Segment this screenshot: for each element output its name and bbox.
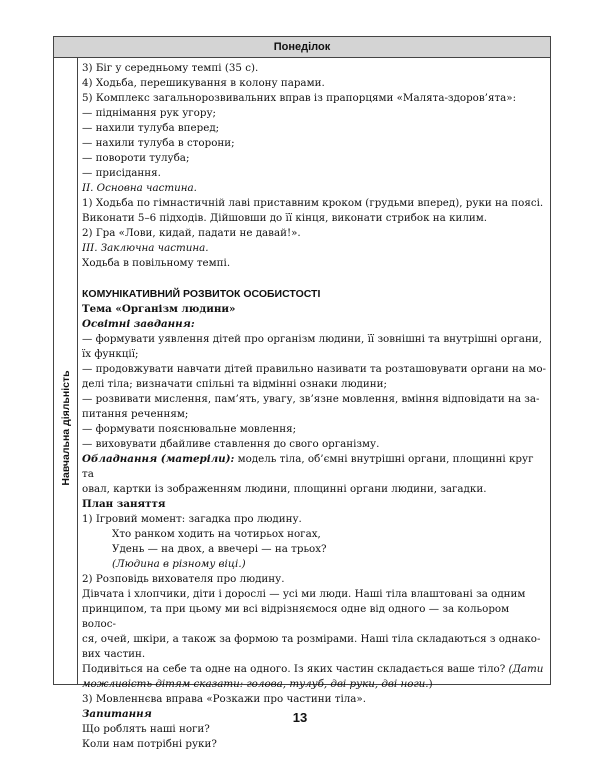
question-line: Коли нам потрібні руки? xyxy=(82,738,217,750)
equipment-line: овал, картки із зображенням людини, площинні органи людини, загадки. xyxy=(82,483,487,495)
story-line: вих частин. xyxy=(82,648,146,660)
section-title: КОМУНІКАТИВНИЙ РОЗВИТОК ОСОБИСТОСТІ xyxy=(82,288,321,300)
task-line: — розвивати мислення, пам’ять, увагу, зв’язне мовлення, вміння відповідати на за- xyxy=(82,393,540,405)
riddle-line: Удень — на двох, а ввечері — на трьох? xyxy=(112,543,327,555)
task-line: — формувати уявлення дітей про організм людини, її зовнішні та внутрішні органи, xyxy=(82,333,542,345)
story-line: Дівчата і хлопчики, діти і дорослі — усі ми люди. Наші тіла влаштовані за одним xyxy=(82,588,526,600)
text-line: — нахили тулуба в сторони; xyxy=(82,137,235,149)
text-line: — піднімання рук угору; xyxy=(82,107,216,119)
topic-title: Тема «Організм людини» xyxy=(82,303,236,315)
tasks-title: Освітні завдання: xyxy=(82,318,195,330)
activity-type-label: Навчальна діяльність xyxy=(59,370,72,486)
riddle-answer: (Людина в різному віці.) xyxy=(112,558,246,570)
question-line: Що роблять наші ноги? xyxy=(82,723,210,735)
text-line: 1) Ходьба по гімнастичній лаві приставним кроком (грудьми вперед), руки на поясі. xyxy=(82,197,544,209)
story-line: принципом, та при цьому ми всі відрізняємося одне від одного — за кольором волос- xyxy=(82,603,510,630)
story-line: Подивіться на себе та одне на одного. Із яких частин складається ваше тіло? (Дати xyxy=(82,663,544,675)
text-line: — нахили тулуба вперед; xyxy=(82,122,220,134)
task-line: питання реченням; xyxy=(82,408,189,420)
questions-title: Запитання xyxy=(82,708,152,720)
text-line: Ходьба в повільному темпі. xyxy=(82,257,231,269)
task-line: їх функції; xyxy=(82,348,139,360)
text-line: — присідання. xyxy=(82,167,161,179)
plan-item: 3) Мовленнєва вправа «Розкажи про частини тіла». xyxy=(82,693,366,705)
lesson-content xyxy=(82,61,546,752)
page-number: 13 xyxy=(292,710,308,725)
text-line: 3) Біг у середньому темпі (35 с). xyxy=(82,62,259,74)
plan-item: 2) Розповідь вихователя про людину. xyxy=(82,573,285,585)
text-line: Виконати 5–6 підходів. Дійшовши до її кінця, виконати стрибок на килим. xyxy=(82,212,488,224)
task-line: — виховувати дбайливе ставлення до свого організму. xyxy=(82,438,380,450)
plan-title: План заняття xyxy=(82,498,166,510)
part-2-title: ІІ. Основна частина. xyxy=(82,182,197,194)
story-line: ся, очей, шкіри, а також за формою та розмірами. Наші тіла складаються з однако- xyxy=(82,633,541,645)
story-line: можливість дітям сказати: голова, тулуб, дві руки, дві ноги.) xyxy=(82,678,433,690)
text-line: 2) Гра «Лови, кидай, падати не давай!». xyxy=(82,227,301,239)
task-line: делі тіла; визначати спільні та відмінні ознаки людини; xyxy=(82,378,387,390)
riddle-line: Хто ранком ходить на чотирьох ногах, xyxy=(112,528,321,540)
equipment-label: Обладнання (матеріли): xyxy=(82,453,235,465)
equipment-line: Обладнання (матеріли): модель тіла, об’ємні внутрішні органи, площинні круг та xyxy=(82,453,534,480)
text-line: 5) Комплекс загальнорозвивальних вправ із прапорцями «Малята-здоров’ята»: xyxy=(82,92,517,104)
part-3-title: ІІІ. Заключна частина. xyxy=(82,242,209,254)
task-line: — продовжувати навчати дітей правильно називати та розташовувати органи на мо- xyxy=(82,363,547,375)
side-column xyxy=(54,58,78,684)
plan-item: 1) Ігровий момент: загадка про людину. xyxy=(82,513,302,525)
task-line: — формувати пояснювальне мовлення; xyxy=(82,423,297,435)
text-line: — повороти тулуба; xyxy=(82,152,190,164)
text-line: 4) Ходьба, перешикування в колону парами. xyxy=(82,77,325,89)
day-header: Понеділок xyxy=(54,37,550,58)
